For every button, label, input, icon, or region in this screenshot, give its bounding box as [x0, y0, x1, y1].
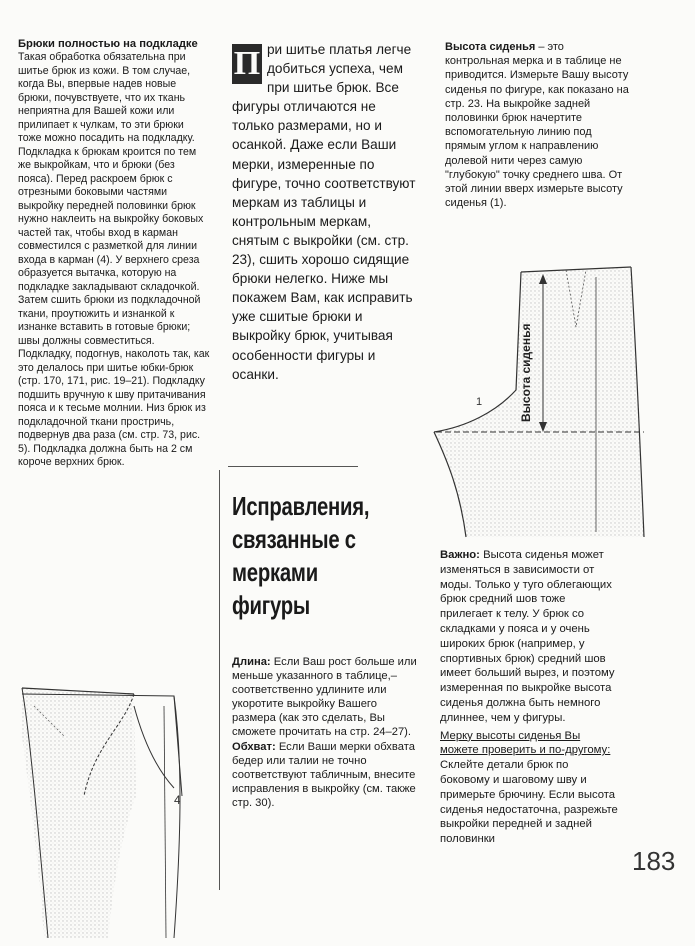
section-title-lined-trousers: Брюки полностью на подкладке: [18, 38, 198, 50]
check-text: Склейте детали брюк по боковому и шаговому шву и примерьте брючину. Если высота сиденья недостаточна, разрежьте выкройки передней и задней половинки: [440, 759, 618, 846]
important-label: Важно:: [440, 549, 480, 561]
rise-label: Высота сиденья: [445, 41, 536, 53]
girth-label: Обхват:: [232, 740, 276, 753]
check-paragraph: [440, 729, 618, 847]
column-left: [18, 38, 210, 470]
column-right-notes: [440, 548, 618, 847]
length-label: Длина:: [232, 656, 271, 668]
important-paragraph: [440, 548, 618, 726]
length-text: Если Ваш рост больше или меньше указанного в таблице,– соответственно удлините или укоротите выкройку Вашего размера (как это сделать, Вы сможете прочитать на стр. 24–27).: [232, 656, 417, 739]
column-middle-intro: [232, 40, 418, 384]
column-rule: [219, 470, 220, 890]
paragraph-1: Такая обработка обязательна при шитье брюк из кожи. В том случае, когда Вы, впервые надев новые брюки, почувствуете, что их ткань неприятна для Вашей кожи или прилипает к чулкам, то эти брюки тоже можно посадить на подкладку.: [18, 51, 195, 144]
point-label: 1: [476, 396, 483, 408]
rise-text: – это контрольная мерка и в таблице не приводится. Измерьте Вашу высоту сиденья по фигуре, как показано на стр. 23. На выкройке задней половинки брюк начертите вспомогательную линию под прямым углом к направлению долевой нити через самую "глубокую" точку среднего шва. От этой линии вверх измерьте высоту сиденья (1).: [445, 41, 629, 210]
column-middle-measures: [232, 655, 422, 810]
section-divider: [228, 466, 358, 467]
figure-left-label: 4: [174, 793, 181, 807]
girth-text: Если Ваши мерки обхвата бедер или талии не точно соответствуют табличным, внесите исправления в выкройку (см. также стр. 30).: [232, 740, 416, 809]
rise-figure-label: Высота сиденья: [519, 323, 533, 422]
dropcap-letter: П: [233, 45, 261, 82]
girth-paragraph: [232, 740, 422, 810]
important-text: Высота сиденья может изменяться в зависимости от моды. Только у туго облегающих брюк средний шов тоже прилегает к телу. У брюк со складками у пояса и у очень широких брюк (например, у спортивных брюк) средний шов имеет больший вырез, и поэтому измеренная по выкройке высота сиденья должна быть немного длиннее, чем у фигуры.: [440, 549, 615, 724]
intro-text: ри шитье платья легче добиться успеха, чем при шитье брюк. Все фигуры отличаются не только размерами, но и осанкой. Даже если Ваши мерки, измеренные по фигуре, точно соответствуют меркам из таблицы и контрольным меркам, снятым с выкройки (см. стр. 23), сшить хорошо сидящие брюки нелегко. Ниже мы покажем Вам, как исправить уже сшитые брюки и выкройку брюк, учитывая особенности фигуры и осанки.: [232, 42, 416, 382]
check-underlined: Мерку высоты сиденья Вы можете проверить и по-другому:: [440, 729, 611, 757]
heading-corrections: Исправления, связанные с мерками фигуры: [232, 491, 370, 620]
length-paragraph: [232, 655, 422, 740]
paragraph-2: Подкладка к брюкам кроится по тем же выкройкам, что и брюки (без пояса). Перед раскроем брюк с отрезными боковыми частями выкройку передней половинки брюк нужно наклеить на выкройку боковых частей так, чтобы вход в карман совместился с разметкой для линии входа в карман (4). У верхнего среза образуется вытачка, которую на подкладке закладывают складочкой. Затем сшить брюки из подкладочной ткани, проутюжить и изнанкой к изнанке вставить в готовые брюки; швы должны совместиться. Подкладку, подогнув, наколоть так, как это делалось при шитье юбки-брюк (стр. 170, 171, рис. 19–21). Подкладку подшить вручную к шву притачивания пояса и к тесьме молнии. Низ брюк из подкладочной ткани простричь, подвернув два раза (см. стр. 73, рис. 5). Подкладка должна быть на 2 см короче верхних брюк.: [18, 145, 210, 468]
page-number: 183: [632, 846, 676, 876]
column-right-rise: [445, 40, 630, 210]
figure-trouser-pattern-left: [14, 676, 214, 938]
figure-trouser-rise: [426, 262, 656, 542]
